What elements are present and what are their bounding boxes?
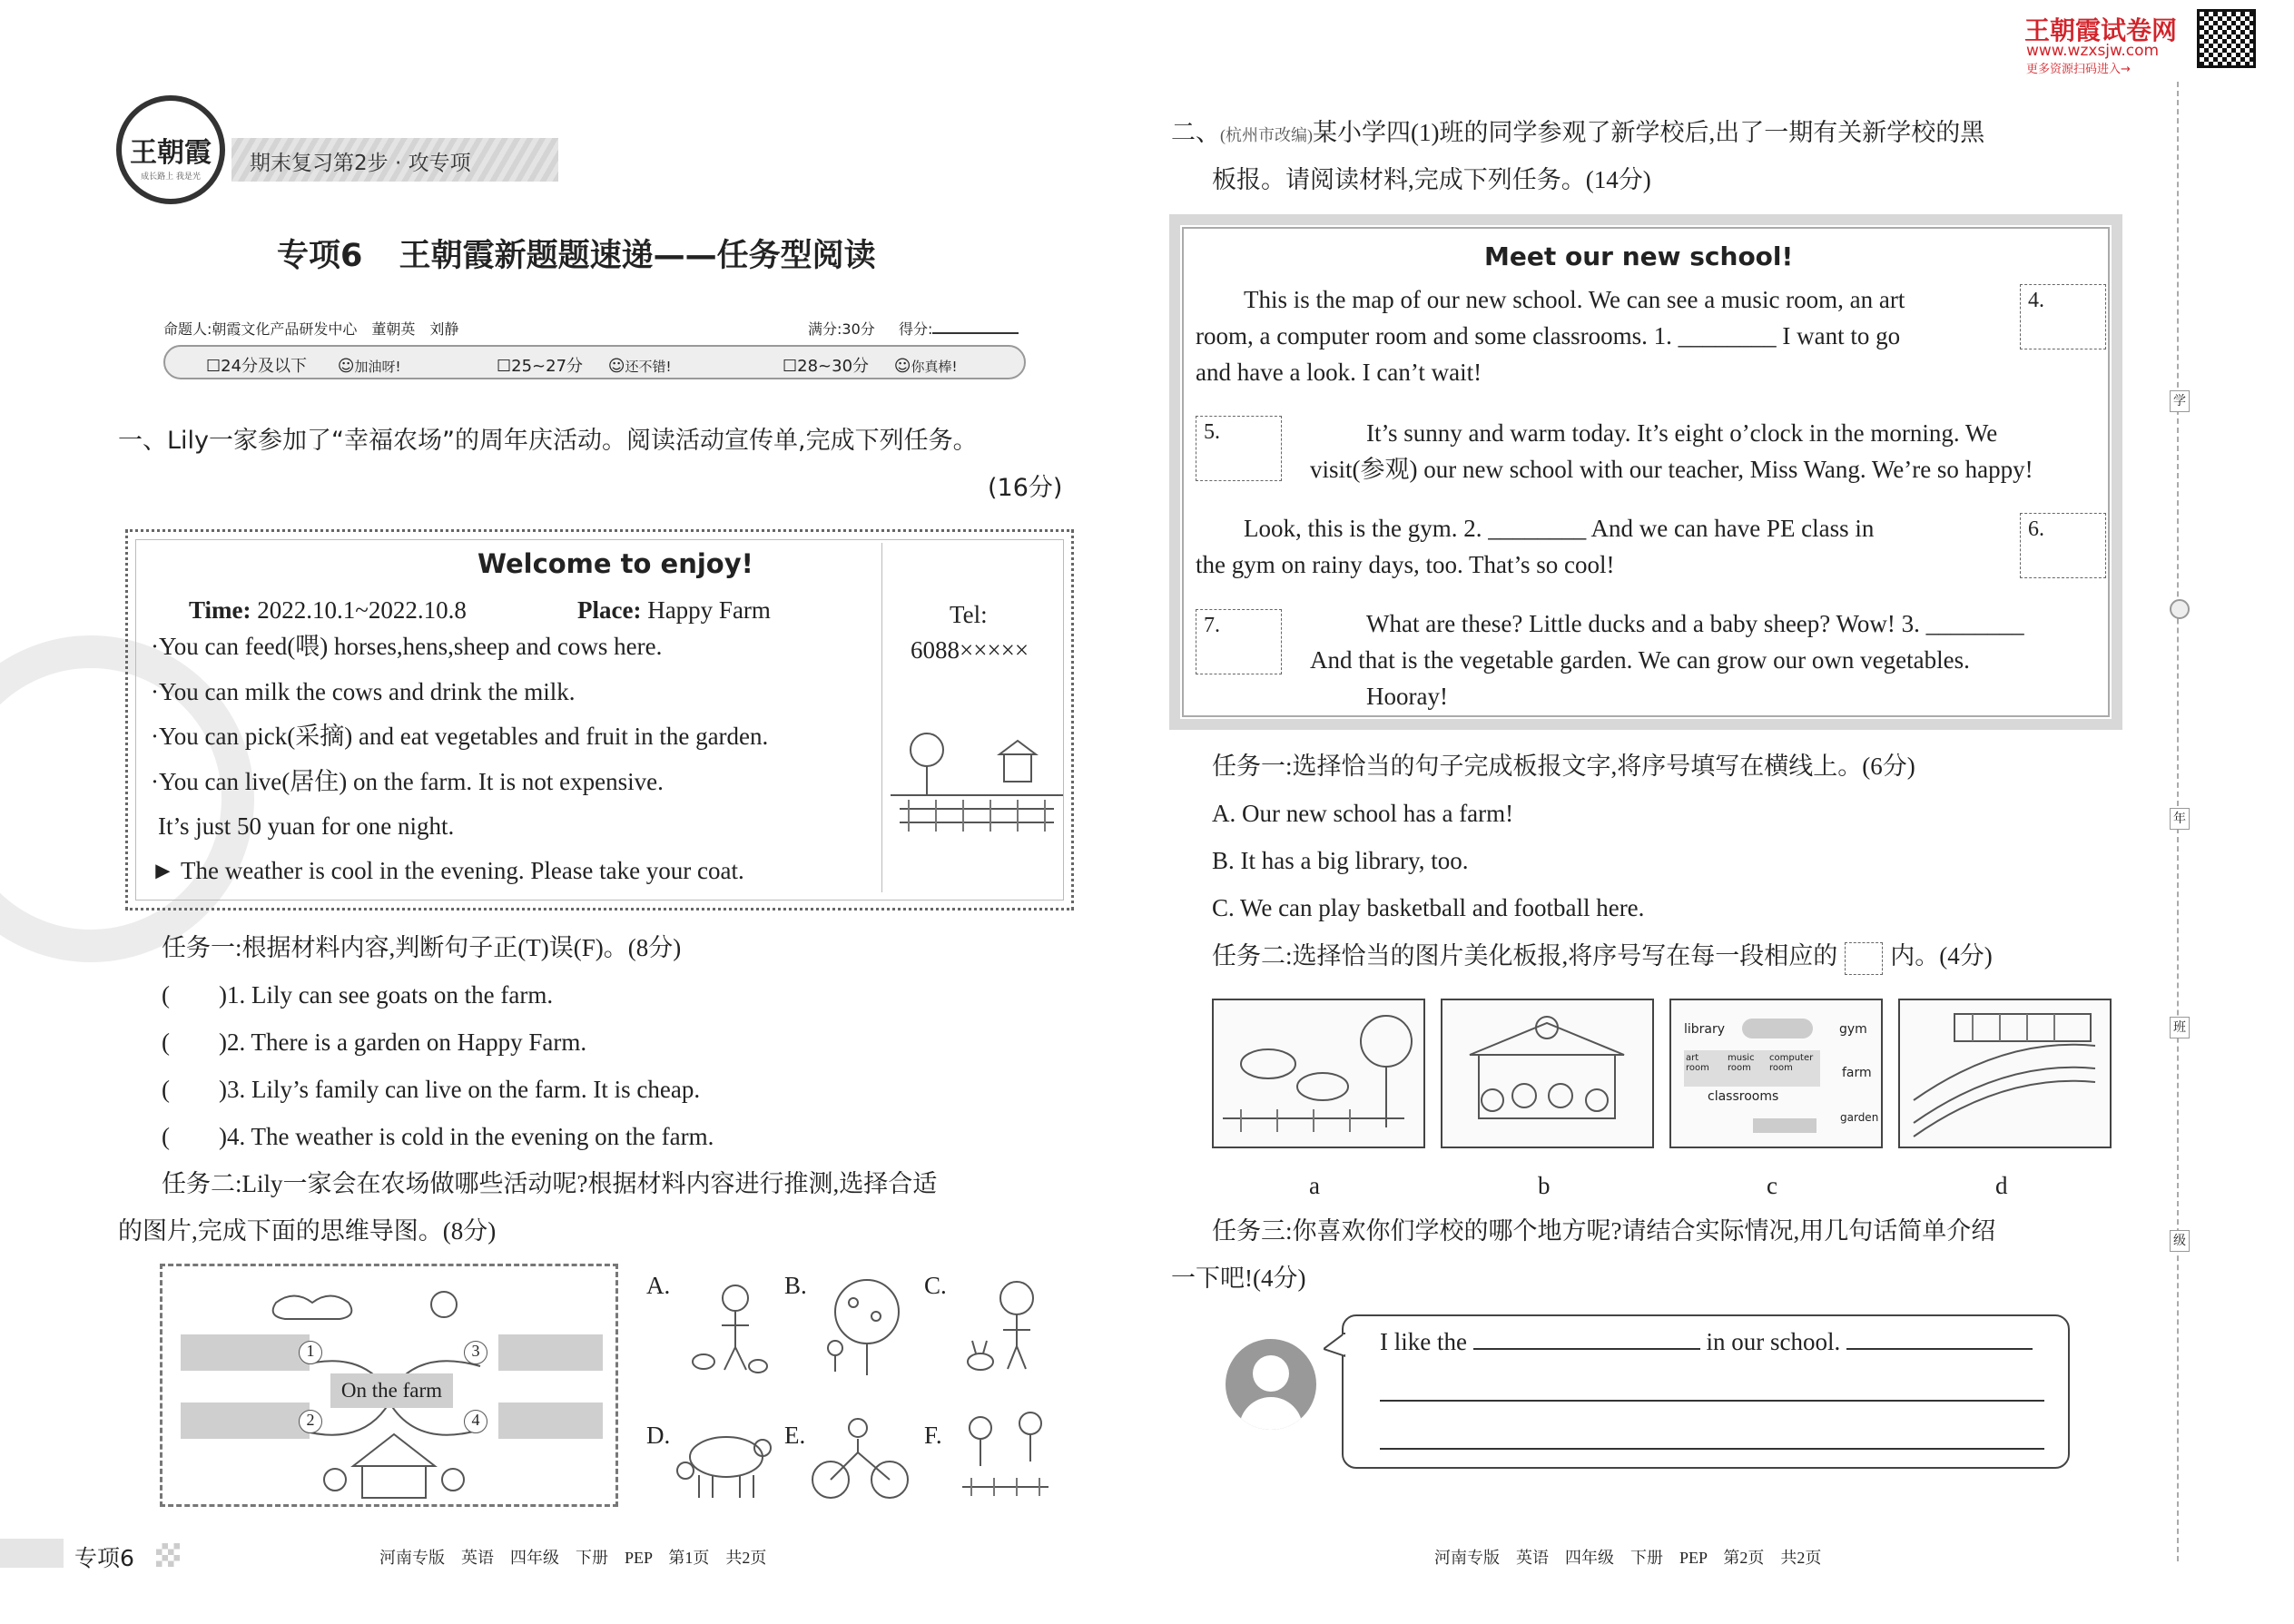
punch-hole-icon — [2170, 599, 2190, 619]
flyer-time: Time: 2022.10.1~2022.10.8 — [189, 596, 467, 624]
option-b-label: B. — [784, 1272, 807, 1299]
mindmap-blank-4[interactable] — [498, 1403, 603, 1439]
title-main: 新题题速递——任务型阅读 — [494, 238, 876, 274]
footer-tag: 专项6 — [74, 1545, 134, 1571]
flyer — [125, 529, 1074, 910]
board-p4: And that is the vegetable garden. We can grow our own vegetables. — [1310, 646, 1970, 674]
mindmap-blank-2[interactable] — [181, 1403, 310, 1439]
map-label: computer room — [1769, 1053, 1814, 1073]
qr-code[interactable] — [2197, 9, 2256, 68]
option-e-label: E. — [784, 1422, 806, 1449]
page-title — [277, 231, 876, 276]
board-p3: the gym on rainy days, too. That’s so cool! — [1196, 551, 1615, 578]
p2-task2-heading: 任务二:选择恰当的图片美化板报,将序号写在每一段相应的 内。(4分) — [1212, 941, 1993, 975]
p2-option: A. Our new school has a farm! — [1212, 800, 1514, 827]
mindmap-num: 2 — [299, 1410, 322, 1433]
meta-full-score: 满分:30分 — [808, 320, 875, 338]
board-title: Meet our new school! — [1484, 241, 1794, 271]
flyer-tel: 6088××××× — [911, 636, 1029, 664]
flyer-line: It’s just 50 yuan for one night. — [158, 812, 455, 840]
answer-line-1: I like the in our school. — [1380, 1327, 2033, 1356]
mindmap-blank-1[interactable] — [181, 1334, 310, 1371]
logo-text: 王朝霞 — [130, 137, 212, 169]
tf-item[interactable]: ( )2. There is a garden on Happy Farm. — [162, 1029, 587, 1056]
answer-line-2[interactable] — [1380, 1400, 2044, 1402]
option-f-image — [953, 1405, 1058, 1510]
answer-line-3[interactable] — [1380, 1448, 2044, 1450]
flyer-tel-label: Tel: — [950, 601, 988, 628]
picture-label: a — [1309, 1172, 1320, 1199]
part2-heading-cont: 板报。请阅读材料,完成下列任务。(14分) — [1212, 166, 1651, 193]
board-p1: This is the map of our new school. We can see a music room, an art — [1244, 286, 1905, 313]
step-banner — [231, 138, 558, 182]
side-tab: 学 — [2170, 390, 2190, 412]
p2-task3-heading: 任务三:你喜欢你们学校的哪个地方呢?请结合实际情况,用几句话简单介绍 — [1212, 1217, 1996, 1245]
picture-label: d — [1995, 1172, 2008, 1199]
board-p2: It’s sunny and warm today. It’s eight o’clock in the morning. We — [1366, 419, 1998, 447]
map-oval — [1742, 1019, 1813, 1038]
picture-d-gym — [1898, 999, 2112, 1148]
board-p2: visit(参观) our new school with our teacher, Miss Wang. We’re so happy! — [1310, 456, 2033, 483]
flyer-place: Place: Happy Farm — [577, 596, 771, 624]
option-c-image — [953, 1275, 1058, 1380]
part2-heading: 二、(杭州市改编)某小学四(1)班的同学参观了新学校后,出了一期有关新学校的黑 — [1171, 119, 1985, 146]
p2-option: B. It has a big library, too. — [1212, 847, 1469, 874]
farm-illustration — [891, 727, 1063, 836]
tf-item[interactable]: ( )3. Lily’s family can live on the farm. It is cheap. — [162, 1076, 701, 1103]
tf-item[interactable]: ( )1. Lily can see goats on the farm. — [162, 981, 554, 1009]
option-e-image — [808, 1412, 912, 1507]
map-label: classrooms — [1708, 1089, 1779, 1104]
mindmap-num: 3 — [464, 1341, 487, 1364]
blackboard — [1169, 214, 2122, 730]
brand-site-name: 王朝霞试卷网 — [2024, 15, 2178, 45]
brand-logo — [116, 95, 225, 204]
mindmap-center: On the farm — [330, 1373, 453, 1408]
board-p1: and have a look. I can’t wait! — [1196, 359, 1482, 386]
picture-box-7[interactable]: 7. — [1196, 609, 1282, 674]
meta-authors: 命题人:朝霞文化产品研发中心 董朝英 刘静 — [163, 320, 459, 338]
meta-score: 得分: — [899, 318, 1019, 339]
map-label: music room — [1728, 1053, 1755, 1073]
tf-item[interactable]: ( )4. The weather is cold in the evening on the farm. — [162, 1123, 714, 1150]
part1-score: (16分) — [988, 474, 1063, 502]
option-a-label: A. — [646, 1272, 671, 1299]
map-label: library — [1684, 1022, 1726, 1037]
title-prefix: 专项6 — [277, 238, 363, 274]
side-tab: 班 — [2170, 1017, 2190, 1038]
map-label: gym — [1839, 1022, 1867, 1037]
flyer-line: ·You can feed(喂) horses,hens,sheep and cows here. — [151, 633, 663, 660]
p2-task1-heading: 任务一:选择恰当的句子完成板报文字,将序号填写在横线上。(6分) — [1212, 753, 1915, 780]
board-p4: Hooray! — [1366, 683, 1448, 710]
picture-label: c — [1767, 1172, 1777, 1199]
speech-bubble — [1342, 1314, 2070, 1469]
map-label: art room — [1686, 1053, 1709, 1073]
flyer-line: ·You can pick(采摘) and eat vegetables and fruit in the garden. — [151, 723, 769, 750]
footer-left: 河南专版 英语 四年级 下册 PEP 第1页 共2页 — [379, 1549, 767, 1567]
board-p4: What are these? Little ducks and a baby sheep? Wow! 3. ________ — [1366, 610, 2024, 637]
board-p3: Look, this is the gym. 2. ________ And we can have PE class in — [1244, 515, 1875, 542]
option-c-label: C. — [924, 1272, 947, 1299]
mindmap-blank-3[interactable] — [498, 1334, 603, 1371]
picture-c-school-map — [1669, 999, 1883, 1148]
rating-item: ☐25~27分 ☺还不错! — [497, 357, 672, 376]
footer-right: 河南专版 英语 四年级 下册 PEP 第2页 共2页 — [1434, 1549, 1822, 1567]
part1-heading: 一、Lily一家参加了“幸福农场”的周年庆活动。阅读活动宣传单,完成下列任务。 — [118, 427, 978, 455]
mind-map — [160, 1264, 618, 1507]
option-b-image — [812, 1275, 917, 1380]
brand-url: www.wzxsjw.com — [2026, 42, 2160, 60]
option-d-image — [672, 1416, 772, 1507]
step-label: 期末复习第2步 · 攻专项 — [250, 152, 471, 175]
rating-item: ☐24分及以下 ☺加油呀! — [206, 357, 401, 376]
side-tab: 级 — [2170, 1230, 2190, 1252]
picture-box-6[interactable]: 6. — [2020, 513, 2106, 578]
picture-b-school — [1441, 999, 1654, 1148]
mindmap-num: 4 — [464, 1410, 487, 1433]
p2-option: C. We can play basketball and football here. — [1212, 894, 1645, 921]
mindmap-num: 1 — [299, 1341, 322, 1364]
picture-box-4[interactable]: 4. — [2020, 284, 2106, 349]
footer-tag-squares — [156, 1543, 180, 1567]
title-brand: 王朝霞 — [399, 237, 495, 274]
rating-bar — [163, 345, 1026, 379]
flyer-line: ► The weather is cool in the evening. Please take your coat. — [151, 857, 744, 884]
option-d-label: D. — [646, 1422, 671, 1449]
task1-heading: 任务一:根据材料内容,判断句子正(T)误(F)。(8分) — [162, 934, 682, 961]
map-block — [1753, 1118, 1816, 1133]
option-f-label: F. — [924, 1422, 942, 1449]
picture-a-farm — [1212, 999, 1425, 1148]
board-p1: room, a computer room and some classrooms. 1. ________ I want to go — [1196, 322, 1901, 349]
footer-tag-bg — [0, 1539, 64, 1568]
map-label: farm — [1842, 1066, 1872, 1080]
flyer-line: ·You can milk the cows and drink the milk. — [151, 678, 576, 705]
side-tab: 年 — [2170, 808, 2190, 830]
task2-heading: 任务二:Lily一家会在农场做哪些活动呢?根据材料内容进行推测,选择合适 — [162, 1170, 938, 1197]
map-label: garden — [1840, 1111, 1879, 1124]
picture-box-5[interactable]: 5. — [1196, 416, 1282, 481]
p2-task3-heading-cont: 一下吧!(4分) — [1171, 1265, 1306, 1292]
flyer-line: ·You can live(居住) on the farm. It is not expensive. — [151, 768, 664, 795]
picture-label: b — [1538, 1172, 1551, 1199]
avatar — [1226, 1339, 1316, 1430]
flyer-title: Welcome to enjoy! — [478, 548, 753, 579]
logo-sub: 成长路上 我是光 — [141, 172, 201, 182]
brand-slogan: 更多资源扫码进入→ — [2026, 63, 2131, 76]
option-a-image — [681, 1280, 772, 1380]
task2-heading-cont: 的图片,完成下面的思维导图。(8分) — [118, 1217, 497, 1245]
answer-blank-place[interactable] — [1473, 1348, 1700, 1350]
rating-item: ☐28~30分 ☺你真棒! — [783, 357, 958, 376]
answer-blank-reason[interactable] — [1846, 1348, 2033, 1350]
